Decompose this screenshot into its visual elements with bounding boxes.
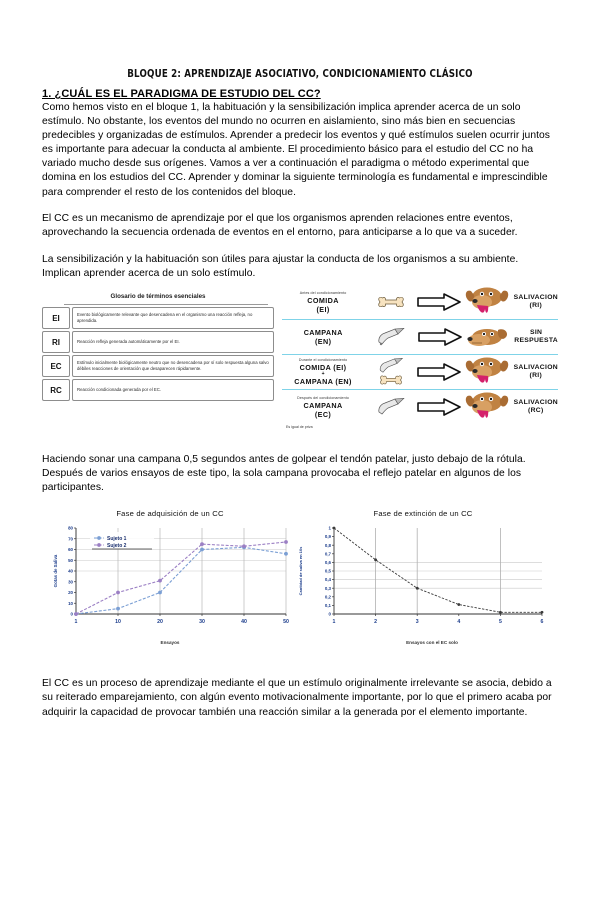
paragraph-3: La sensibilización y la habituación son útiles para ajustar la conducta de los organismos a su ambiente. Implican aprender acerca de un solo estímulo. — [42, 253, 519, 279]
conditioning-arrow — [417, 398, 461, 416]
conditioning-stimulus-block — [282, 291, 364, 314]
svg-text:0,4: 0,4 — [324, 577, 331, 583]
conditioning-stimulus-name: CAMPANA — [303, 328, 343, 338]
chart-acquisition — [50, 509, 290, 645]
chart-acquisition-svg — [50, 522, 290, 634]
bell-icon — [376, 358, 406, 374]
bell-icon — [375, 328, 407, 346]
svg-text:6: 6 — [540, 619, 544, 626]
conditioning-footnote: Es igual de priva — [286, 425, 313, 430]
glossary-tag-ri: RI — [42, 331, 70, 353]
bell-icon — [375, 398, 407, 416]
svg-text:10: 10 — [68, 601, 73, 607]
conditioning-stimulus-plus: + — [321, 371, 325, 378]
chart-acquisition-xlabel: Ensayos — [160, 640, 180, 646]
dog-salivating-icon — [462, 355, 514, 389]
conditioning-response-block — [462, 390, 558, 424]
svg-text:4: 4 — [457, 619, 461, 626]
glossary-def-rc-text: Reacción condicionada generada por el EC. — [77, 386, 162, 392]
svg-text:0,3: 0,3 — [324, 586, 331, 592]
conditioning-row-before — [282, 285, 558, 320]
svg-text:30: 30 — [199, 619, 205, 626]
svg-text:0,2: 0,2 — [324, 594, 331, 600]
charts-band — [42, 509, 558, 657]
chart-extinction-xlabel: Ensayos con el EC solo — [406, 640, 458, 646]
glossary-row — [42, 307, 274, 329]
svg-text:1: 1 — [328, 525, 331, 531]
chart-extinction-plot — [292, 522, 554, 639]
svg-text:1: 1 — [332, 619, 336, 626]
svg-text:Sujeto 1: Sujeto 1 — [107, 536, 127, 543]
dog-neutral-icon — [462, 324, 514, 350]
glossary-def-ec-text: Estímulo inicialmente biológicamente neutro que no desencadena por sí solo respuesta alguna salvo débiles reacciones de orientación que desaparecen rápidamente. — [77, 359, 269, 372]
svg-text:0: 0 — [328, 611, 331, 617]
bone-icon — [377, 374, 405, 386]
glossary-row — [42, 379, 274, 401]
bone-icon — [376, 295, 406, 309]
svg-text:Sujeto 2: Sujeto 2 — [107, 543, 127, 550]
document-page — [0, 68, 600, 916]
conditioning-stimulus-code: (EI) — [316, 304, 330, 314]
conditioning-response-block — [462, 285, 558, 319]
svg-text:20: 20 — [157, 619, 163, 626]
svg-text:0,5: 0,5 — [324, 568, 331, 574]
conditioning-arrow — [417, 363, 461, 381]
chart-acquisition-title: Fase de adquisición de un CC — [116, 509, 224, 519]
conditioning-stimulus-icons — [364, 295, 417, 309]
svg-text:0,8: 0,8 — [324, 543, 331, 549]
svg-text:40: 40 — [68, 568, 73, 574]
svg-text:50: 50 — [283, 619, 289, 626]
conditioning-response-code: (RI) — [529, 302, 543, 310]
glossary-def-ri — [72, 331, 274, 353]
conditioning-response — [514, 294, 558, 310]
conditioning-response — [514, 329, 558, 345]
glossary-divider — [64, 304, 268, 305]
svg-text:Gotas de Saliva: Gotas de Saliva — [53, 554, 58, 588]
conditioning-response-name: SIN RESPUESTA — [514, 329, 559, 345]
conditioning-response-name: SALIVACION — [513, 364, 558, 372]
conditioning-response-name: SALIVACION — [513, 399, 558, 407]
dog-salivating-glyph — [464, 285, 512, 319]
document-body — [0, 88, 600, 720]
svg-text:60: 60 — [68, 547, 73, 553]
glossary-row — [42, 355, 274, 377]
paragraph-4: Haciendo sonar una campana 0,5 segundos antes de golpear el tendón patelar, justo debajo de la rótula. Después de varios ensayos de este tipo, la sola campana provocaba el reflejo patelar en algunos de los participantes. — [42, 454, 526, 494]
arrow-right-icon — [417, 363, 461, 381]
svg-text:20: 20 — [68, 590, 73, 596]
arrow-right-icon — [417, 398, 461, 416]
svg-text:70: 70 — [68, 536, 73, 542]
glossary-def-ei-text: Evento biológicamente relevante que desencadena en el organismo una reacción refleja, no aprendida. — [77, 311, 253, 324]
conditioning-stimulus-code: (EN) — [315, 337, 332, 347]
conditioning-stimulus-name: COMIDA (EI) — [299, 363, 347, 373]
svg-text:0,9: 0,9 — [324, 534, 331, 540]
paragraph-2: El CC es un mecanismo de aprendizaje por el que los organismos aprenden relaciones entre eventos, aprovechando la secuencia ordenada de eventos en el entorno, para anticiparse a lo que va a suceder. — [42, 213, 518, 239]
glossary-def-rc — [72, 379, 274, 401]
glossary-tag-ec: EC — [42, 355, 70, 377]
conditioning-response — [514, 364, 558, 380]
dog-salivating-glyph — [464, 390, 512, 424]
glossary-def-ei — [72, 307, 274, 329]
svg-text:40: 40 — [241, 619, 247, 626]
chart-extinction — [292, 509, 554, 645]
svg-text:10: 10 — [115, 619, 121, 626]
dog-salivating-icon — [462, 285, 514, 319]
svg-text:80: 80 — [68, 525, 73, 531]
svg-text:0,1: 0,1 — [324, 603, 331, 609]
svg-text:Cantidad de saliva en 10s: Cantidad de saliva en 10s — [298, 546, 303, 596]
svg-text:3: 3 — [415, 619, 419, 626]
glossary-def-ec — [72, 355, 274, 377]
glossary-row — [42, 331, 274, 353]
document-title: BLOQUE 2: APRENDIZAJE ASOCIATIVO, CONDICIONAMIENTO CLÁSICO — [127, 68, 473, 80]
dog-salivating-glyph — [464, 355, 512, 389]
conditioning-stimulus-icons — [364, 358, 417, 386]
svg-text:0,6: 0,6 — [324, 560, 331, 566]
conditioning-diagram — [282, 285, 558, 429]
conditioning-row-neutral — [282, 320, 558, 355]
paragraph-1: Como hemos visto en el bloque 1, la habituación y la sensibilización implica aprender acerca de un solo estímulo. No obstante, los eventos del mundo no ocurren en aislamiento, sino más bien en secuencias predecibles y organizadas de estímulos. Aprender a predecir los eventos y qué estímulos suelen ocurrir juntos es importante para adecuar la conducta al ambiente. El procedimiento básico para el estudio del CC no ha variado mucho desde sus orígenes. Vamos a ver a continuación el paradigma o método experimental que domina en los estudios del CC. Aprender y dominar la siguiente terminología es fundamental e imprescindible para comprender el resto de los contenidos del bloque. — [42, 102, 550, 198]
figure-conditioning-band — [42, 287, 558, 447]
svg-text:5: 5 — [498, 619, 502, 626]
svg-text:0: 0 — [70, 611, 73, 617]
conditioning-stimulus-block — [282, 358, 364, 386]
paragraph-5: El CC es un proceso de aprendizaje mediante el que un estímulo originalmente irrelevante se asocia, debido a su reiterado emparejamiento, con algún evento motivacionalmente importante, por lo que el primero acaba por adquirir la capacidad de provocar también una reacción similar a la generada por el elemento importante. — [42, 678, 552, 718]
conditioning-row-during — [282, 355, 558, 390]
conditioning-response-code: (RC) — [528, 407, 544, 415]
glossary-tag-rc: RC — [42, 379, 70, 401]
conditioning-stimulus-name-2: CAMPANA (EN) — [294, 377, 352, 387]
conditioning-response-name: SALIVACION — [513, 294, 558, 302]
conditioning-phase-label: Durante el condicionamiento — [298, 358, 348, 363]
dog-neutral-glyph — [464, 324, 512, 350]
conditioning-stimulus-block — [282, 396, 364, 419]
conditioning-arrow — [417, 293, 461, 311]
conditioning-row-after — [282, 390, 558, 424]
glossary-tag-ei: EI — [42, 307, 70, 329]
glossary-title: Glosario de términos esenciales — [110, 293, 206, 301]
section-heading: 1. ¿CUÁL ES EL PARADIGMA DE ESTUDIO DEL CC? — [42, 88, 321, 100]
svg-text:0,7: 0,7 — [324, 551, 331, 557]
arrow-right-icon — [417, 293, 461, 311]
glossary-table — [42, 287, 274, 401]
conditioning-stimulus-block — [282, 328, 364, 346]
conditioning-stimulus-name: COMIDA — [307, 295, 339, 305]
conditioning-stimulus-icons — [364, 328, 417, 346]
conditioning-arrow — [418, 328, 463, 346]
conditioning-phase-label: Antes del condicionamiento — [299, 290, 347, 295]
conditioning-phase-label: Después del condicionamiento — [297, 395, 349, 400]
conditioning-response — [514, 399, 558, 415]
arrow-right-icon — [418, 328, 462, 346]
svg-text:50: 50 — [68, 558, 73, 564]
svg-text:30: 30 — [68, 579, 73, 585]
svg-text:1: 1 — [74, 619, 78, 626]
svg-text:2: 2 — [374, 619, 378, 626]
conditioning-response-block — [462, 355, 558, 389]
conditioning-stimulus-code: (EC) — [314, 409, 332, 419]
glossary-def-ri-text: Reacción refleja generada automáticamente por el EI. — [77, 338, 180, 344]
dog-salivating-icon — [462, 390, 514, 424]
conditioning-response-code: (RI) — [529, 372, 543, 380]
conditioning-response-block — [462, 324, 558, 350]
chart-extinction-title: Fase de extinción de un CC — [373, 509, 473, 519]
chart-acquisition-plot — [50, 522, 290, 639]
conditioning-stimulus-icons — [364, 398, 417, 416]
chart-extinction-svg — [292, 522, 554, 634]
conditioning-stimulus-name: CAMPANA — [303, 400, 343, 410]
